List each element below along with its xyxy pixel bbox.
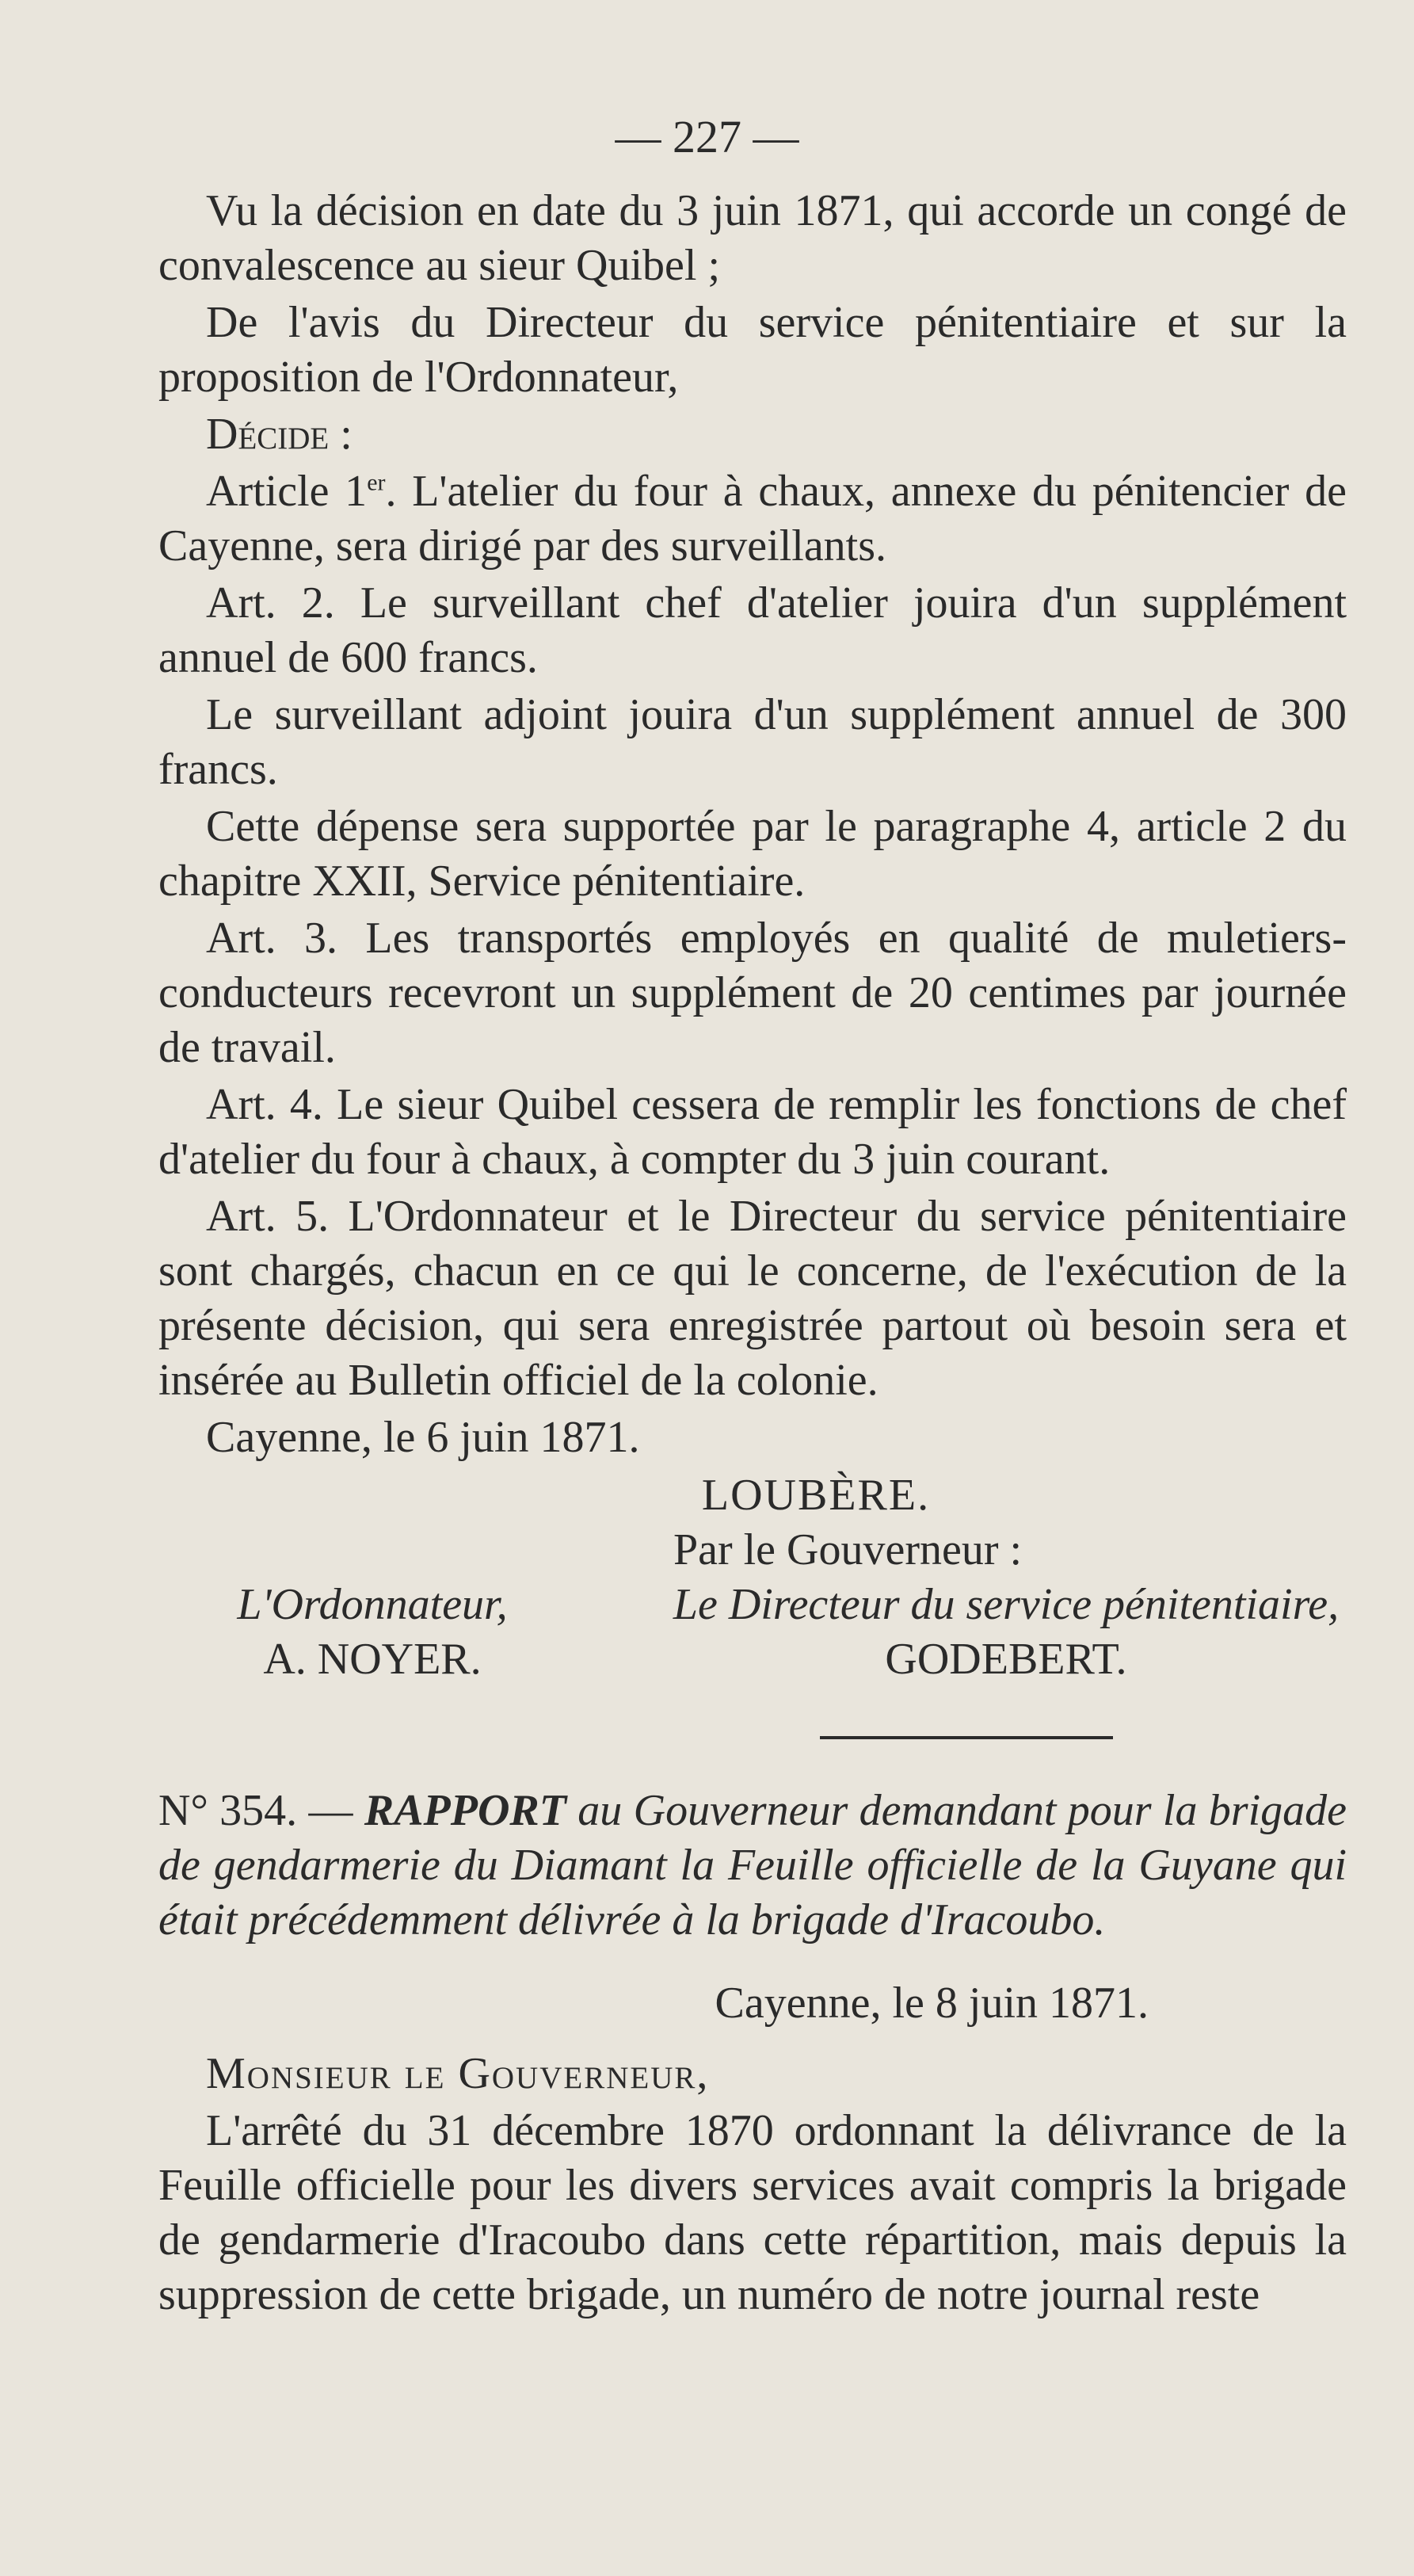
article-1: [158, 464, 1347, 574]
section-divider: [820, 1736, 1113, 1739]
report-date: Cayenne, le 8 juin 1871.: [715, 1979, 1149, 2028]
decide-heading: [158, 407, 1347, 462]
paragraph-avis: De l'avis du Directeur du service pénitentiaire et sur la proposition de l'Ordonnateur,: [158, 298, 1347, 402]
place-date: Cayenne, le 6 juin 1871.: [206, 1413, 640, 1462]
governor-signature: LOUBÈRE.: [701, 1471, 931, 1520]
ordonnateur-title: L'Ordonnateur,: [237, 1580, 508, 1629]
article-1-sup: er: [367, 469, 386, 496]
report-subject: au Gouverneur demandant pour la brigade de gendarmerie du Diamant la Feuille officielle de la Guyane qui était précédemment délivrée à la brigade d'Iracoubo.: [158, 1786, 1347, 1944]
article-3: Art. 3. Les transportés employés en qualité de muletiers-conducteurs recevront un supplément de 20 centimes par journée de travail.: [158, 914, 1347, 1072]
report-number: N° 354. —: [158, 1786, 364, 1835]
article-4: Art. 4. Le sieur Quibel cessera de remplir les fonctions de chef d'atelier du four à chaux, à compter du 3 juin courant.: [158, 1080, 1347, 1184]
report-title: RAPPORT: [364, 1786, 566, 1835]
article-1-prefix: Article 1: [206, 467, 368, 516]
article-2: Art. 2. Le surveillant chef d'atelier jouira d'un supplément annuel de 600 francs.: [158, 578, 1347, 682]
report-body: L'arrêté du 31 décembre 1870 ordonnant la délivrance de la Feuille officielle pour les divers services avait compris la brigade de gendarmerie d'Iracoubo dans cette répartition, mais depuis la suppression de cette brigade, un numéro de notre journal reste: [158, 2106, 1347, 2319]
decide-label: Décide :: [206, 410, 353, 459]
page-content: [158, 184, 1347, 2322]
article-2-depense: Cette dépense sera supportée par le paragraphe 4, article 2 du chapitre XXII, Service pénitentiaire.: [158, 802, 1347, 906]
salutation-text: Monsieur le Gouverneur,: [206, 2049, 710, 2098]
signature-names: [158, 1632, 1347, 1687]
par-le-gouverneur: Par le Gouverneur :: [673, 1525, 1023, 1574]
signature-titles: [158, 1578, 1347, 1632]
directeur-title: Le Directeur du service pénitentiaire,: [673, 1580, 1340, 1629]
report-heading: [158, 1784, 1347, 1948]
report-salutation: [158, 2047, 1347, 2101]
article-2-adjoint: Le surveillant adjoint jouira d'un supplément annuel de 300 francs.: [158, 690, 1347, 794]
paragraph-vu: Vu la décision en date du 3 juin 1871, qui accorde un congé de convalescence au sieur Quibel ;: [158, 186, 1347, 290]
article-5: Art. 5. L'Ordonnateur et le Directeur du service pénitentiaire sont chargés, chacun en ce qui le concerne, de l'exécution de la présente décision, qui sera enregistrée partout où besoin sera et insérée au Bulletin officiel de la colonie.: [158, 1192, 1347, 1405]
ordonnateur-name: A. NOYER.: [263, 1635, 482, 1684]
article-1-text: . L'atelier du four à chaux, annexe du pénitencier de Cayenne, sera dirigé par des surveillants.: [158, 467, 1347, 571]
directeur-name: GODEBERT.: [885, 1635, 1127, 1684]
page-number: — 227 —: [615, 111, 799, 162]
